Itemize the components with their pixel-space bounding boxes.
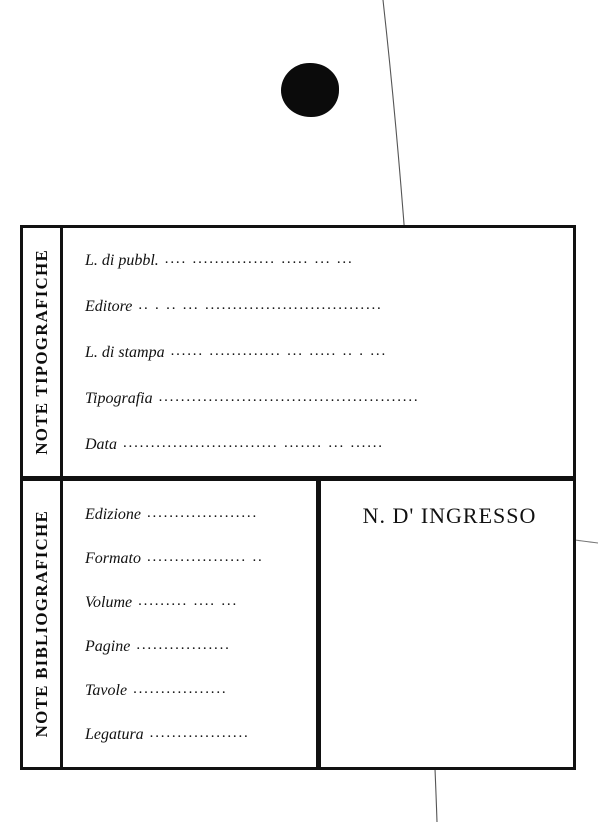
field-dots-luogo-pubblicazione: .... ............... ..... ... ... (164, 251, 354, 268)
field-label-legatura: Legatura (85, 726, 144, 744)
field-label-pagine: Pagine (85, 638, 131, 656)
field-label-formato: Formato (85, 550, 141, 568)
field-dots-volume: ......... .... ... (138, 593, 239, 610)
field-label-luogo-pubblicazione: L. di pubbl. (85, 252, 159, 270)
section-note-tipografiche (23, 228, 573, 481)
field-row-luogo-pubblicazione[interactable] (85, 252, 559, 270)
field-row-legatura[interactable] (85, 726, 306, 744)
field-dots-tipografia: ............................................... (158, 389, 420, 406)
field-dots-pagine: ................. (136, 637, 231, 654)
section-note-bibliografiche (23, 481, 573, 767)
field-row-tavole[interactable] (85, 682, 306, 700)
field-label-tipografia: Tipografia (85, 390, 153, 408)
field-dots-data: ............................ ....... ... ...... (123, 435, 384, 452)
field-label-tavole: Tavole (85, 682, 128, 700)
numero-ingresso-panel[interactable] (326, 481, 573, 767)
vertical-label-text: NOTE TIPOGRAFICHE (31, 249, 51, 455)
field-label-data: Data (85, 436, 117, 454)
ink-blob-artifact (281, 63, 339, 117)
note-bibliografiche-fields (63, 481, 321, 767)
field-row-edizione[interactable] (85, 506, 306, 524)
field-dots-formato: .................. .. (147, 549, 264, 566)
field-dots-tavole: ................. (133, 681, 228, 698)
field-row-data[interactable] (85, 436, 559, 454)
field-row-tipografia[interactable] (85, 390, 559, 408)
field-label-volume: Volume (85, 594, 133, 612)
note-tipografiche-fields (63, 228, 573, 476)
field-dots-legatura: .................. (149, 725, 250, 742)
field-label-edizione: Edizione (85, 506, 141, 524)
field-label-luogo-stampa: L. di stampa (85, 344, 165, 362)
vertical-label-note-tipografiche (23, 228, 63, 476)
field-dots-edizione: .................... (147, 505, 258, 522)
catalog-card (20, 225, 576, 770)
field-row-luogo-stampa[interactable] (85, 344, 559, 362)
field-dots-luogo-stampa: ...... ............. ... ..... .. . ... (170, 343, 388, 360)
field-dots-editore: .. . .. ... ................................ (138, 297, 383, 314)
field-row-pagine[interactable] (85, 638, 306, 656)
field-row-volume[interactable] (85, 594, 306, 612)
vertical-label-text: NOTE BIBLIOGRAFICHE (31, 510, 51, 738)
numero-ingresso-title: N. D' INGRESSO (362, 503, 537, 528)
field-row-editore[interactable] (85, 298, 559, 316)
vertical-label-note-bibliografiche (23, 481, 63, 767)
field-row-formato[interactable] (85, 550, 306, 568)
field-label-editore: Editore (85, 298, 133, 316)
